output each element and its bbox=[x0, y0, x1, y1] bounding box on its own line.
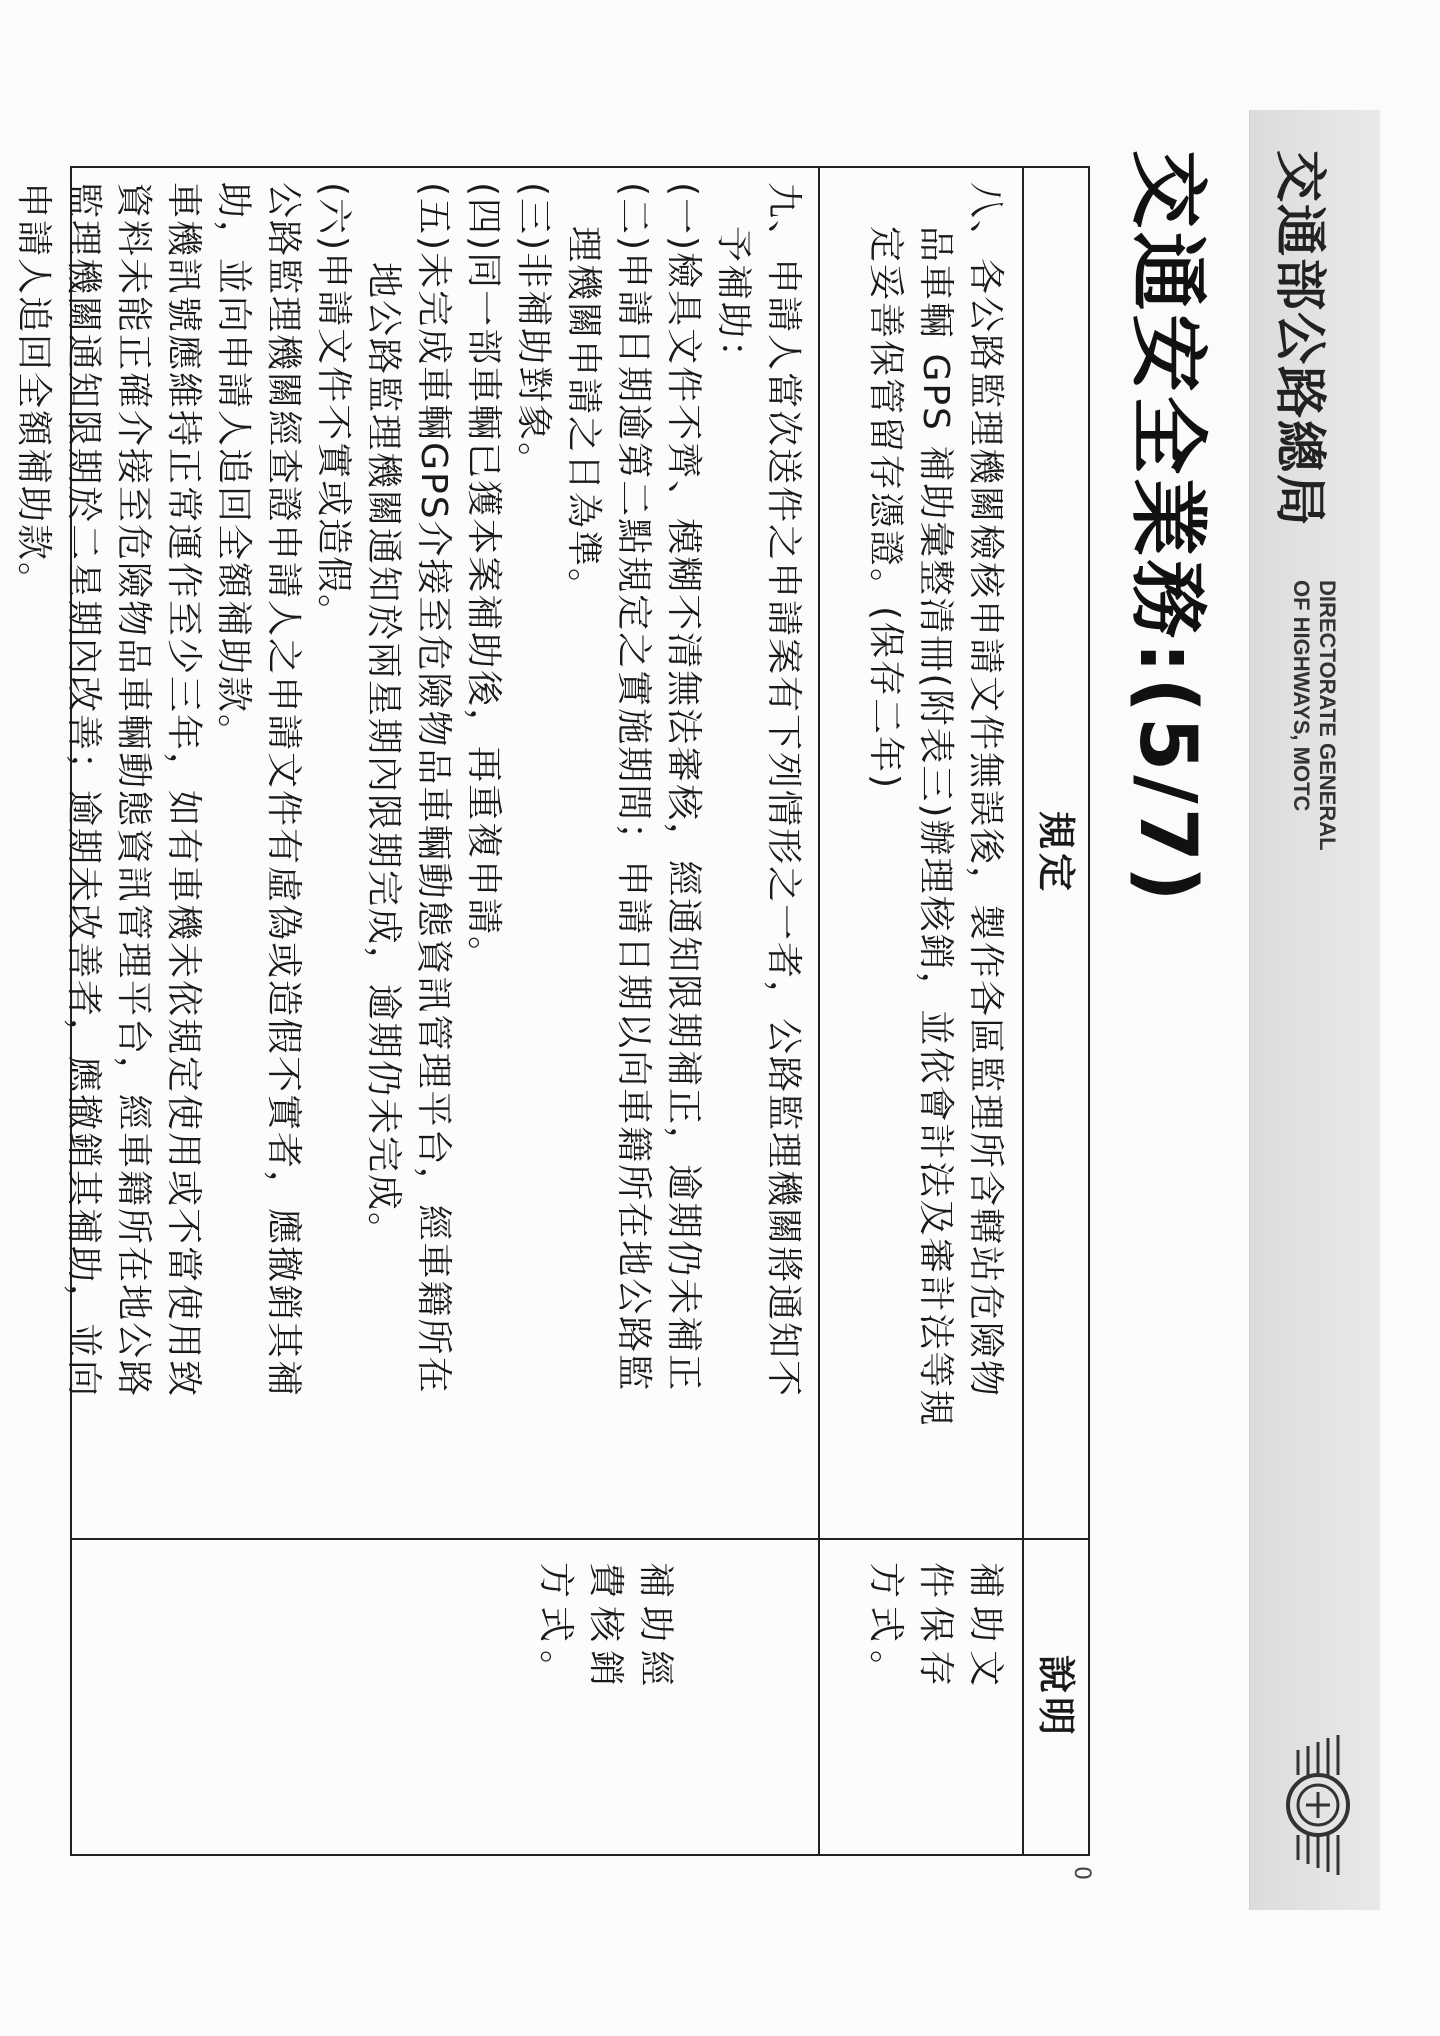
table-header-row bbox=[1022, 168, 1088, 1854]
header-band bbox=[1249, 110, 1380, 1910]
corner-mark: 0 bbox=[1069, 1866, 1094, 1880]
org-name-cn: 交通部公路總局 bbox=[1269, 150, 1329, 529]
rule-text-line: (五)未完成車輛GPS介接至危險物品車輛動態資訊管理平台，經車籍所在 bbox=[413, 182, 454, 1395]
row-divider bbox=[818, 168, 820, 1854]
rule-text-line: (六)申請文件不實或造假。 bbox=[313, 182, 354, 633]
header-rule: 規定 bbox=[1034, 810, 1078, 895]
note-text-line: 補助文 bbox=[965, 1562, 1006, 1695]
note-text-line: 費核銷 bbox=[585, 1562, 626, 1695]
row9-rule-cell bbox=[8, 182, 808, 1398]
row8-note-cell bbox=[860, 1562, 1010, 1694]
rule-text-line: (四)同一部車輛已獲本案補助後，再重複申請。 bbox=[463, 182, 504, 975]
rule-text-line: 九、申請人當次送件之申請案有下列情形之一者，公路監理機關將通知不 bbox=[763, 182, 804, 1399]
rotated-slide bbox=[13, 110, 1380, 1910]
row8-rule-cell bbox=[860, 182, 1010, 1427]
rule-text-line: (二)申請日期逾第二點規定之實施期間；申請日期以向車籍所在地公路監 bbox=[613, 182, 654, 1393]
org-name-en bbox=[1288, 580, 1340, 851]
rule-text-line: 地公路監理機關通知於兩星期內限期完成，逾期仍未完成。 bbox=[363, 262, 404, 1251]
org-name-en-line1: DIRECTORATE GENERAL bbox=[1315, 580, 1340, 851]
rule-text-line: 申請人追回全額補助款。 bbox=[13, 182, 54, 601]
note-text-line: 補助經 bbox=[635, 1562, 676, 1695]
rule-text-line: (一)檢具文件不齊、模糊不清無法審核，經通知限期補正，逾期仍未補正 bbox=[663, 182, 704, 1393]
column-divider bbox=[72, 1538, 1088, 1540]
header-note: 說明 bbox=[1034, 1654, 1078, 1739]
rule-text-line: 公路監理機關經查證申請人之申請文件有虛偽或造假不實者，應撤銷其補 bbox=[263, 182, 304, 1399]
rule-text-line: 助，並向申請人追回全額補助款。 bbox=[213, 182, 254, 753]
rules-table bbox=[13, 166, 1090, 1856]
rule-text-line: 理機關申請之日為準。 bbox=[563, 226, 604, 607]
rule-text-line: 資料未能正確介接至危險物品車輛動態資訊管理平台，經車籍所在地公路 bbox=[113, 182, 154, 1399]
note-text-line: 方式。 bbox=[865, 1562, 906, 1695]
note-text-line: 方式。 bbox=[535, 1562, 576, 1695]
rule-text-line: 品車輛 GPS 補助彙整清冊(附表三)辦理核銷，並依會計法及審計法等規 bbox=[915, 226, 956, 1428]
rule-text-line: 車機訊號應維持正常運作至少三年，如有車機未依規定使用或不當使用致 bbox=[163, 182, 204, 1399]
rule-text-line: 監理機關通知限期於二星期內改善；逾期未改善者，應撤銷其補助，並向 bbox=[63, 182, 104, 1399]
rule-text-line: 予補助： bbox=[713, 226, 754, 379]
note-text-line: 件保存 bbox=[915, 1562, 956, 1695]
org-name-en-line2: OF HIGHWAYS, MOTC bbox=[1289, 580, 1314, 812]
rule-text-line: (三)非補助對象。 bbox=[513, 182, 554, 481]
row9-note-cell bbox=[530, 1562, 680, 1694]
highway-bureau-logo-icon bbox=[1268, 1730, 1368, 1880]
rule-text-line: 八、各公路監理機關檢核申請文件無誤後，製作各區監理所含轄站危險物 bbox=[965, 182, 1006, 1399]
rule-text-line: 定妥善保管留存憑證。(保存二年) bbox=[865, 226, 906, 791]
page-title: 交通安全業務:(5/7) bbox=[1122, 150, 1212, 906]
